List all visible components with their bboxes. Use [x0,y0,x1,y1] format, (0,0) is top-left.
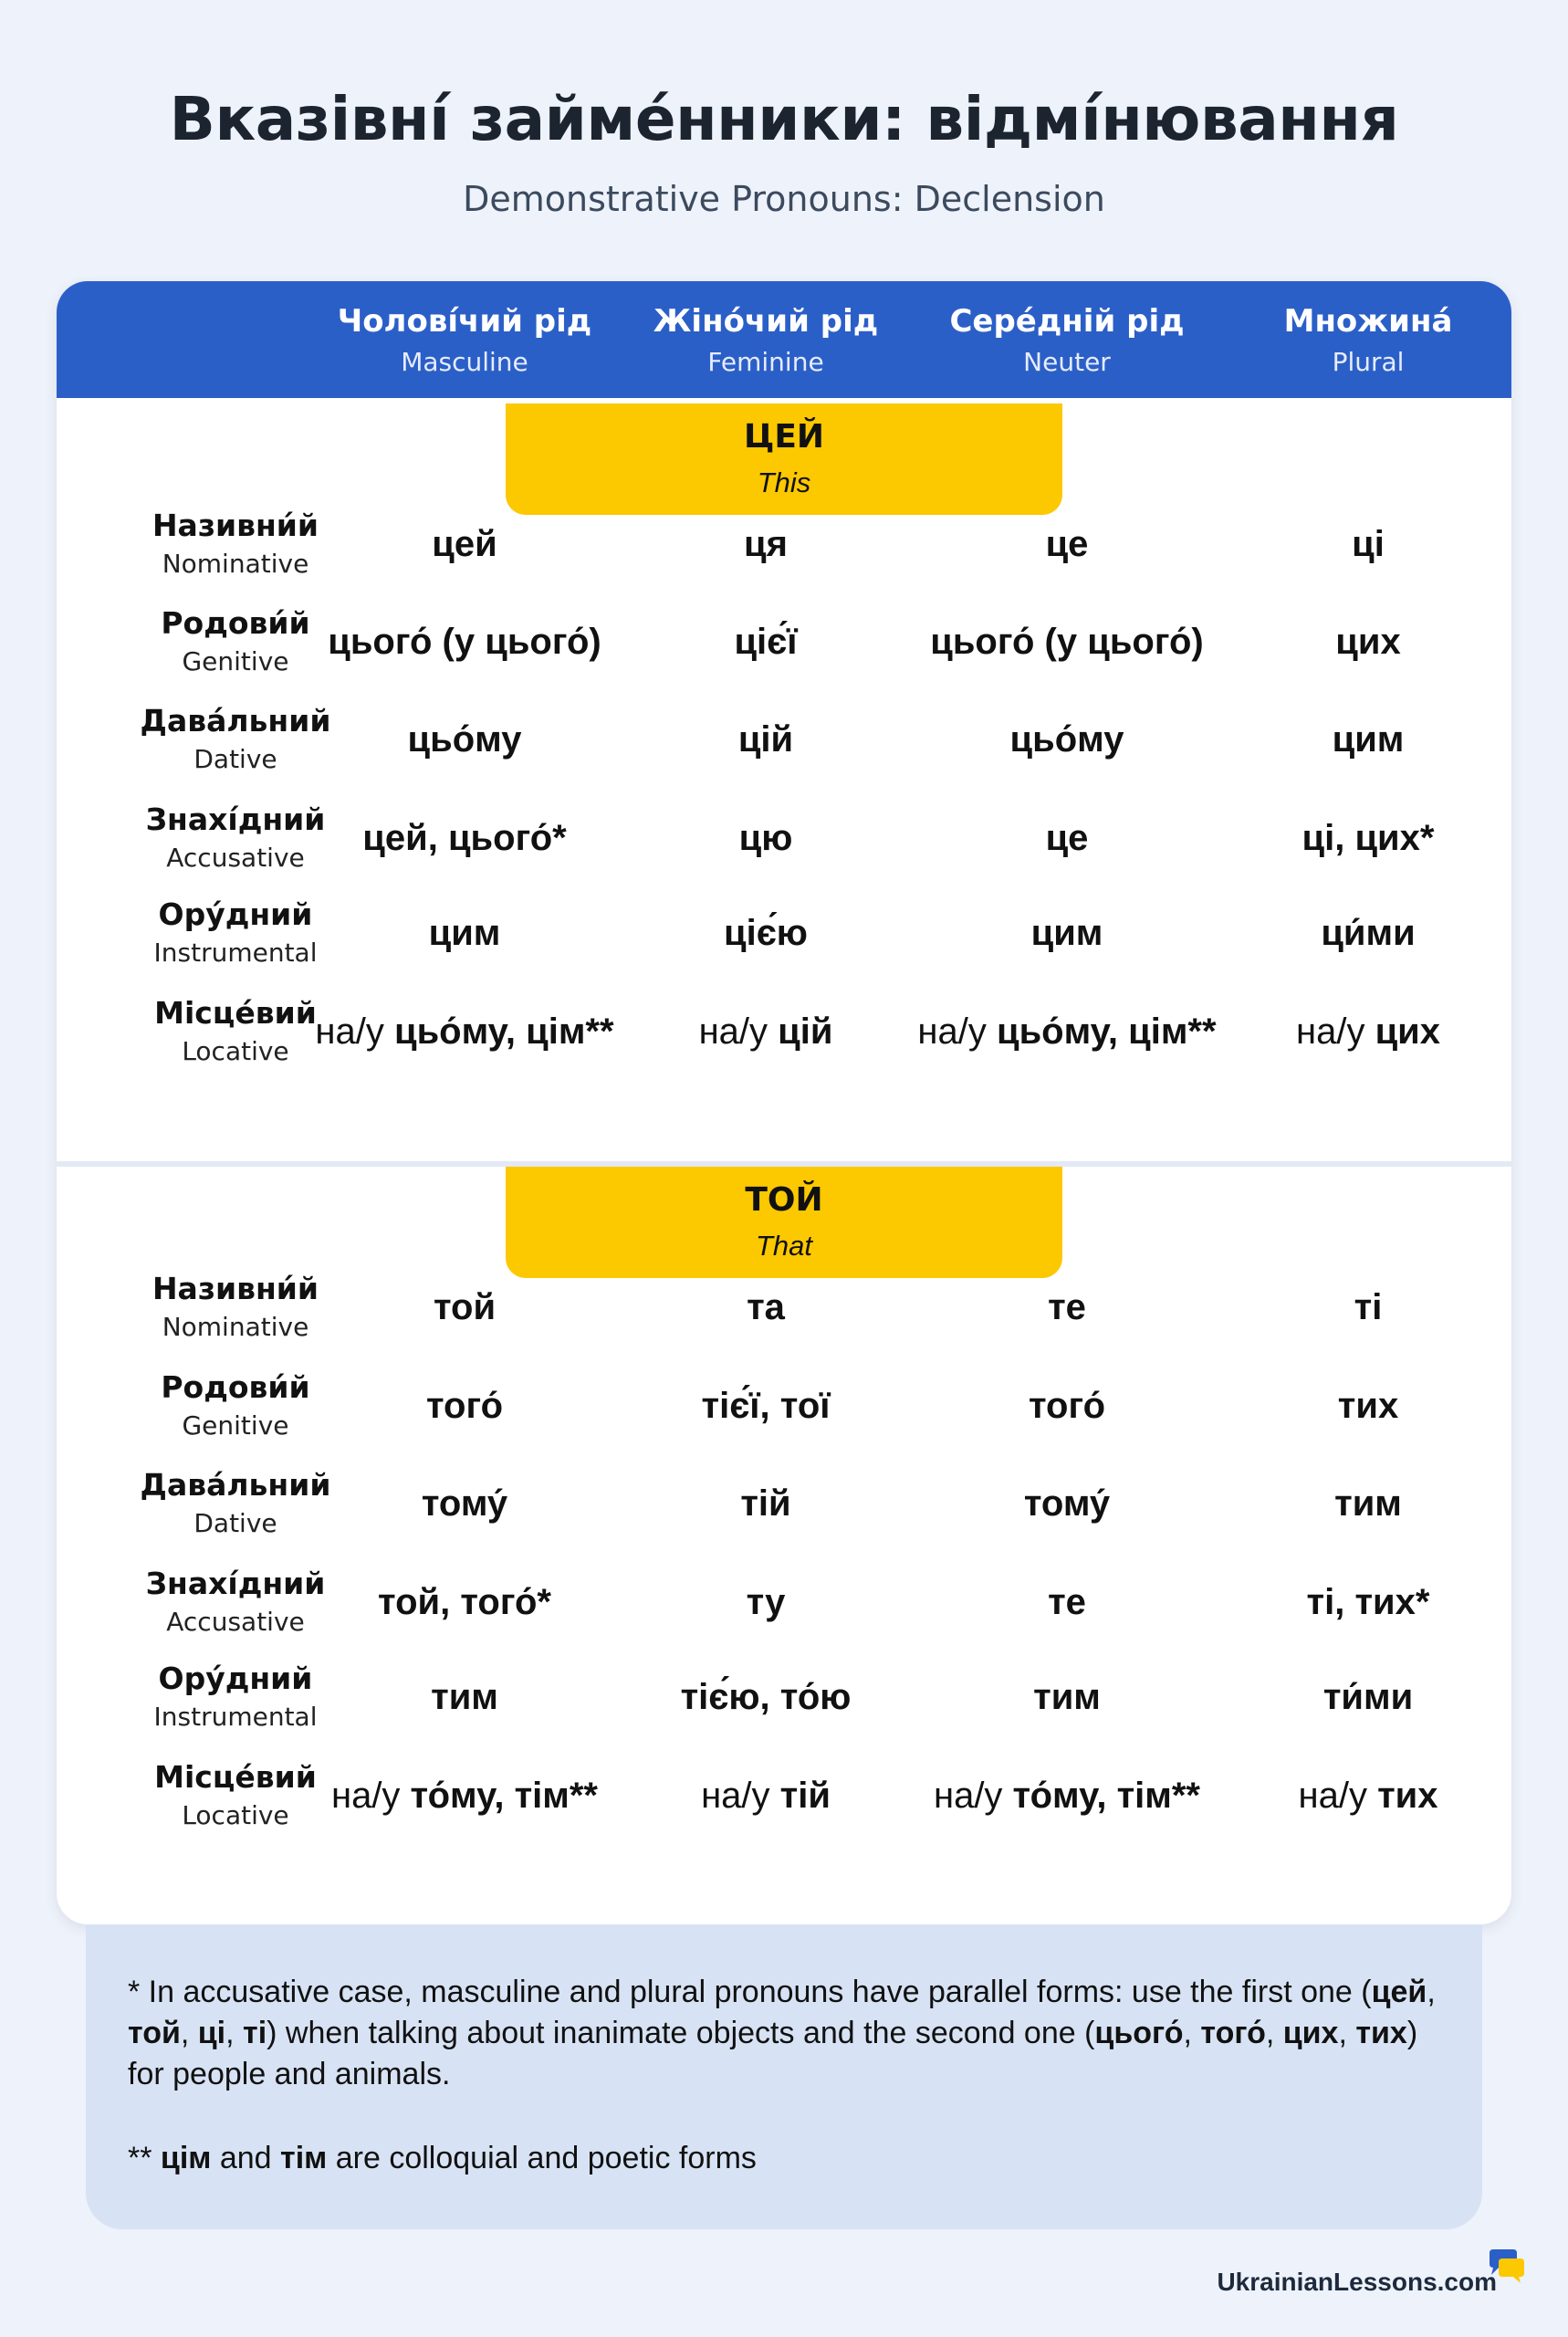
note-text: , [1338,2016,1356,2050]
case-translation: Genitive [182,646,289,676]
cell-form: цю [738,818,793,858]
cell-form: цих [1335,622,1401,662]
case-translation: Locative [182,1800,289,1830]
cell-form: ціє́ю [724,913,808,953]
case-translation: Locative [182,1036,289,1066]
declension-table [57,281,1511,1924]
table-cell [1195,1677,1511,1718]
case-translation: Accusative [166,1607,305,1637]
cell-form: ці, цих* [1301,818,1435,858]
note-bold: тім [280,2141,328,2175]
cell-preposition: на/у [917,1011,997,1052]
table-cell [291,1582,638,1623]
cell-form: це [1045,524,1089,564]
table-cell [291,818,638,859]
cell-form: тим [1033,1677,1101,1717]
cell-form: цьо́му [407,719,522,760]
case-name: Місце́вий [154,995,317,1031]
table-cell [1195,1386,1511,1427]
section-tag-this [506,403,1062,515]
table-cell [1195,1011,1511,1053]
cell-form: тим [1334,1483,1402,1524]
note-bold: той [128,2016,181,2050]
note-text: , [225,2016,244,2050]
case-name: Родови́й [161,605,310,641]
cell-form: цей, цього́* [362,818,567,858]
cell-preposition: на/у [330,1776,411,1816]
cell-form: той [433,1287,497,1327]
column-header-label: Чолові́чий рід [337,303,592,340]
case-translation: Genitive [182,1410,289,1441]
cell-form: та [747,1287,785,1327]
section-tag-translation: This [757,466,811,498]
table-cell [894,524,1240,565]
column-header-translation: Neuter [1023,347,1111,377]
cell-form: цим [1332,719,1405,760]
table-cell [1195,622,1511,663]
table-cell [894,622,1240,663]
cell-form: тому́ [1023,1483,1111,1524]
case-translation: Accusative [166,843,305,873]
case-translation: Dative [193,744,277,774]
case-name: Знахі́дний [145,802,326,837]
table-cell [894,719,1240,760]
cell-form: цій [737,719,794,760]
note-text: ** [128,2141,161,2175]
cell-preposition: на/у [315,1011,394,1052]
table-cell [1195,818,1511,859]
note-bold: того́ [1200,2016,1266,2050]
cell-form: тим [431,1677,498,1717]
cell-form: тіє́ї, тої [701,1386,831,1426]
cell-form: ци́ми [1321,913,1416,953]
note-bold: цих [1282,2016,1339,2050]
cell-form: цього́ (у цього́) [328,622,601,662]
table-cell [592,1483,939,1525]
table-cell [1195,1287,1511,1328]
cell-form: ця [744,524,788,564]
cell-form: то́му, тім** [410,1776,598,1816]
cell-preposition: на/у [698,1011,779,1052]
note-bold: тих [1355,2016,1407,2050]
note-text: and [211,2141,281,2175]
table-cell [291,913,638,954]
case-name: Родови́й [161,1369,310,1405]
footnote-accusative [128,1972,1442,2095]
table-cell [592,1677,939,1718]
table-cell [894,913,1240,954]
table-cell [894,1582,1240,1623]
cell-form: ті [1354,1287,1383,1327]
table-cell [1195,1582,1511,1623]
cell-form: те [1048,1582,1086,1622]
note-bold: цього́ [1094,2016,1184,2050]
note-text: * In accusative case, masculine and plural pronouns have parallel forms: use the first one ( [128,1975,1372,2009]
cell-form: ти́ми [1322,1677,1414,1717]
note-text: , [1265,2016,1283,2050]
cell-form: цього́ (у цього́) [930,622,1204,662]
table-cell [1195,719,1511,760]
column-header-feminine [601,303,930,377]
case-name: Місце́вий [154,1759,317,1795]
note-text: are colloquial and poetic forms [327,2141,757,2175]
note-bold: цім [160,2141,212,2175]
cell-form: цим [1030,913,1103,953]
note-text: , [1183,2016,1201,2050]
note-text: , [180,2016,198,2050]
cell-preposition: на/у [933,1776,1013,1816]
table-cell [592,1287,939,1328]
table-cell [894,1677,1240,1718]
table-cell [592,1011,939,1053]
notes-panel [86,1924,1482,2229]
cell-form: той, того́* [378,1582,551,1622]
cell-form: то́му, тім** [1012,1776,1200,1816]
table-cell [291,719,638,760]
table-cell [592,524,939,565]
column-header-translation: Feminine [707,347,824,377]
section-tag-label: ЦЕЙ [743,418,825,456]
cell-form: цьо́му, цім** [996,1011,1217,1052]
cell-form: цьо́му, цім** [393,1011,614,1052]
note-bold: ці [197,2016,226,2050]
cell-form: тих [1337,1386,1399,1426]
case-translation: Instrumental [153,1702,318,1732]
cell-form: цим [428,913,501,953]
note-text: ) when talking about inanimate objects and the second one ( [267,2016,1095,2050]
table-cell [291,1776,638,1817]
table-cell [592,719,939,760]
table-cell [1195,524,1511,565]
table-cell [291,1011,638,1053]
cell-form: це [1045,818,1089,858]
table-cell [592,1776,939,1817]
cell-form: тій [740,1483,791,1524]
case-name: Називни́й [152,508,319,543]
case-translation: Nominative [162,549,309,579]
column-header-translation: Masculine [401,347,528,377]
table-cell [592,1582,939,1623]
table-cell [1195,913,1511,954]
note-text: , [1427,1975,1436,2009]
table-cell [894,1386,1240,1427]
table-cell [894,1483,1240,1525]
cell-form: тій [779,1776,831,1816]
table-cell [894,1287,1240,1328]
case-name: Називни́й [152,1271,319,1306]
cell-form: цьо́му [1009,719,1124,760]
case-name: Ору́дний [158,896,313,932]
section-tag-translation: That [755,1230,813,1262]
page-title: Вказівні́ займе́нники: відмі́нювання [169,84,1399,154]
cell-preposition: на/у [1298,1776,1378,1816]
section-tag-label: ТОЙ [745,1181,823,1219]
cell-form: цій [778,1011,833,1052]
table-cell [592,622,939,663]
cell-form: ту [746,1582,786,1622]
cell-form: ті, тих* [1306,1582,1430,1622]
table-cell [894,1011,1240,1053]
table-cell [894,818,1240,859]
note-text: ) for people and animals. [128,2016,1418,2091]
cell-form: тому́ [421,1483,508,1524]
site-footer: UkrainianLessons.com [1217,2268,1497,2296]
cell-form: ціє́ї [734,622,798,662]
section-tag-that [506,1167,1062,1278]
column-header-label: Сере́дній рід [949,303,1185,340]
table-cell [1195,1776,1511,1817]
cell-form: цей [432,524,497,564]
table-cell [291,1677,638,1718]
table-cell [894,1776,1240,1817]
cell-form: ці [1352,524,1385,564]
cell-form: цих [1375,1011,1440,1052]
column-header-neuter [903,303,1231,377]
cell-form: тіє́ю, то́ю [680,1677,852,1717]
column-header-label: Множина́ [1283,303,1453,340]
note-bold: цей [1371,1975,1427,2009]
column-header-translation: Plural [1332,347,1405,377]
column-header-masculine [300,303,629,377]
cell-preposition: на/у [701,1776,780,1816]
case-name: Дава́льний [140,703,331,739]
table-cell [291,622,638,663]
table-cell [291,1483,638,1525]
column-header-label: Жіно́чий рід [653,303,879,340]
case-name: Дава́льний [140,1467,331,1503]
cell-form: тих [1377,1776,1438,1816]
table-cell [592,818,939,859]
note-bold: ті [243,2016,267,2050]
table-cell [291,1386,638,1427]
table-cell [1195,1483,1511,1525]
footnote-colloquial [128,2138,1442,2179]
case-translation: Nominative [162,1312,309,1342]
case-translation: Dative [193,1508,277,1538]
case-translation: Instrumental [153,938,318,968]
cell-form: те [1048,1287,1086,1327]
table-cell [592,913,939,954]
table-cell [592,1386,939,1427]
table-header [57,281,1511,398]
cell-preposition: на/у [1296,1011,1375,1052]
table-cell [291,1287,638,1328]
case-name: Ору́дний [158,1661,313,1696]
column-header-plural [1204,303,1511,377]
cell-form: того́ [1028,1386,1106,1426]
table-cell [291,524,638,565]
cell-form: того́ [425,1386,504,1426]
page-subtitle: Demonstrative Pronouns: Declension [463,179,1105,219]
case-name: Знахі́дний [145,1566,326,1601]
